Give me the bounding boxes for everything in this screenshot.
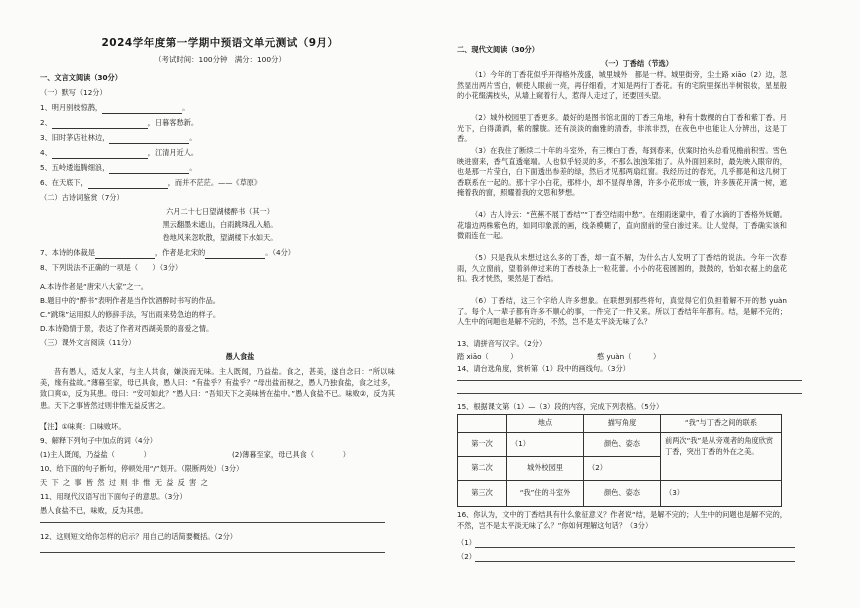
question-10: 10、给下面的句子断句，停顿处用“/”划开。（限断两处）（3分） xyxy=(40,464,244,473)
subsection-poem: （二）古诗词鉴赏（7分） xyxy=(40,193,124,202)
section-2-heading: 二、现代文阅读（30分） xyxy=(457,45,539,54)
dictation-text: 五岭逶迤腾细浪， xyxy=(51,163,110,172)
q7-text: ，作者是北宋的 xyxy=(154,248,206,257)
q-num: 3、 xyxy=(40,133,52,142)
q16-item-1: （1） xyxy=(457,538,476,547)
table-cell: 前两次“我”是从旁观者的角度欣赏丁香，突出丁香的外在之美。 xyxy=(661,433,782,481)
question-15: 15、根据课文第（1）—（3）段的内容，完成下列表格。（5分） xyxy=(457,402,664,411)
answer-blank[interactable] xyxy=(102,105,182,114)
answer-line[interactable] xyxy=(475,547,795,548)
dictation-text: 旧时茅店社林边， xyxy=(51,133,110,142)
article-title: （一）丁香结（节选） xyxy=(601,59,673,68)
table-cell: 城外校园里 xyxy=(507,457,584,481)
dictation-3 xyxy=(40,133,196,144)
annotation-note: 【注】①味爽：口味败坏。 xyxy=(40,422,126,431)
story-text: 昔有愚人，适友人家，与主人共食，嫌淡而无味。主人既闻，乃益盐。食之，甚美，遂自念曰：“所以味美，缘有盐故。”薄暮至家，母已具食，愚人曰：“有盐乎？有盐乎？”母出盐而视之，愚人乃独食盐，食之过多，致口爽①，反为其患。母曰：“安可如此？”愚人曰：“吾知天下之美味皆在盐中。”愚人食盐不已。味败②，反为其患。天下之事皆然过则非惟无益反害之。 xyxy=(40,367,395,410)
table-cell-answer[interactable]: （2） xyxy=(584,457,661,481)
question-16: 16、你认为，文中的丁香结具有什么象征意义？作者说“结，是解不完的；人生中的问题也是解不完的，不然，岂不是太平淡无味了么？”你如何理解这句话？（3分） xyxy=(457,510,787,530)
dictation-4 xyxy=(40,148,198,159)
subsection-classical: （三）课外文言阅读（11分） xyxy=(40,338,136,347)
q13-item-a[interactable]: 踏 xiāo（ ） xyxy=(457,352,518,361)
dictation-text: 。 xyxy=(189,133,197,142)
question-8: 8、下列说法不正确的一项是（ ）（3分） xyxy=(40,263,183,272)
table-header: 描写角度 xyxy=(584,415,661,433)
dictation-text: 明月别枝惊鹊， xyxy=(51,103,103,112)
q13-item-b[interactable]: 憨 yuàn（ ） xyxy=(597,352,661,361)
table-cell-answer[interactable]: （1） xyxy=(507,433,584,457)
question-12: 12、这则短文给你怎样的启示？用自己的话简要概括。（2分） xyxy=(40,532,237,541)
q-num: 1、 xyxy=(40,103,52,112)
q7-text: 。（4分） xyxy=(265,248,295,257)
question-14: 14、请台选角度，赏析第（1）段中的画线句。（3分） xyxy=(457,364,630,373)
option-c: C.“跳珠”运用拟人的修辞手法，写出雨来势急迫的样子。 xyxy=(40,310,221,319)
table-cell: 颜色、姿态 xyxy=(584,433,661,457)
table-header xyxy=(458,415,507,433)
table-cell: 第三次 xyxy=(458,481,507,507)
table-cell: 颜色、姿态 xyxy=(584,481,661,507)
poem-line-2: 卷地风来忽吹散，望湖楼下水如天。 xyxy=(162,233,278,242)
question-13: 13、请拼音写汉字。（2分） xyxy=(457,339,547,348)
table-cell: 第二次 xyxy=(458,457,507,481)
option-d: D.本诗隐情于景，表达了作者对西湖美景的喜爱之情。 xyxy=(40,324,214,333)
table-cell: 第一次 xyxy=(458,433,507,457)
left-column xyxy=(40,0,440,608)
table-row xyxy=(458,481,782,507)
dictation-2 xyxy=(40,118,198,129)
answer-line[interactable] xyxy=(457,380,802,381)
dictation-1 xyxy=(40,103,189,114)
answer-line[interactable] xyxy=(40,522,385,523)
q-num: 6、 xyxy=(40,178,52,187)
subsection-dictation: （一）默写（12分） xyxy=(40,88,107,97)
q9-item-1[interactable]: (1)主人既闻，乃益盐（ ） xyxy=(40,450,151,459)
paragraph-3: （3）在我住了断续二十年的斗室外，有三棵白丁香，每到春来，伏案时抬头总看见檐前积雪。雪色映进窗来，香气直透毫端。人也似乎轻灵的多，不那么浊浊笨拙了。从外面回来时，最先映入眼帘的，也是那一片莹白，白下面透出参差的绿，然后才见那两扇红窗。我经历过的春光，几乎都是和这几树丁香联系在一起的。那十字小白花，那样小，却不显得单薄，许多小花形成一簇，许多簇花开满一树，遮掩着我的窗，照耀着我的文思和梦想。 xyxy=(457,146,787,198)
q-num: 5、 xyxy=(40,163,52,172)
answer-blank[interactable] xyxy=(52,150,148,159)
poem-line-1: 黑云翻墨未遮山，白雨跳珠乱入船。 xyxy=(162,220,278,229)
paragraph-2: （2）城外校园里丁香更多。最好的是图书馆北面的丁香三角地，种有十数棵的白丁香和紫丁香。月光下，白得潇洒，紫的朦胧。还有淡淡的幽雅的清香，非浓非烈，在夜色中也能让人分辨出，这是丁香。 xyxy=(457,113,787,144)
q9-item-2[interactable]: (2)薄暮至家，母已具食（ ） xyxy=(232,450,350,459)
dictation-text: 。 xyxy=(189,163,197,172)
exam-subtitle: （考试时间：100分钟 满分：100分） xyxy=(154,55,286,64)
q-num: 2、 xyxy=(40,118,52,127)
dictation-5 xyxy=(40,163,196,174)
table-row xyxy=(458,433,782,457)
dictation-text: ，江清月近人。 xyxy=(147,148,199,157)
table-header: “我”与丁香之间的联系 xyxy=(661,415,782,433)
table-header-row xyxy=(458,415,782,433)
answer-blank[interactable] xyxy=(52,120,148,129)
dictation-6 xyxy=(40,178,261,189)
answer-blank[interactable] xyxy=(95,250,155,259)
poem-title: 六月二十七日望湖楼醉书（其一） xyxy=(166,207,274,216)
answer-line[interactable] xyxy=(40,552,385,553)
table-header: 地点 xyxy=(507,415,584,433)
answer-table xyxy=(457,414,782,507)
dictation-text: 在天底下， xyxy=(51,178,88,187)
story-title: 愚人食盐 xyxy=(225,352,255,361)
right-column xyxy=(457,0,827,608)
question-7 xyxy=(40,248,295,259)
option-b: B.题目中的“醉书”表明作者是当作饮酒醉时书写的作品。 xyxy=(40,296,220,305)
q10-sentence[interactable]: 天 下 之 事 皆 然 过 则 非 惟 无 益 反 害 之 xyxy=(40,478,209,487)
q7-text: 7、本诗的体裁是 xyxy=(40,248,95,257)
answer-blank[interactable] xyxy=(88,180,168,189)
answer-blank[interactable] xyxy=(109,135,189,144)
paragraph-1: （1）今年的丁香花似乎开得格外茂盛，城里城外 都是一样。城里街旁，尘土路 xiāo（2）边，忽然显出两片雪白，顿使人眼前一亮，再仔细看，才知是两行丁香花。有的宅院里探出半树银妆，星星般的小花缀满枝头，从墙上窥着行人，惹得人走过了，还要回头望。 xyxy=(457,70,787,101)
q-num: 4、 xyxy=(40,148,52,157)
exam-title: 2024学年度第一学期中预语文单元测试（9月） xyxy=(101,37,339,49)
answer-line[interactable] xyxy=(475,561,795,562)
section-1-heading: 一、文言文阅读（30分） xyxy=(40,73,122,82)
option-a: A.本诗作者是“唐宋八大家”之一。 xyxy=(40,282,148,291)
q16-item-2: （2） xyxy=(457,552,476,561)
dictation-text: ，而并不茫茫。——《草原》 xyxy=(167,178,262,187)
paragraph-5: （5）只是我从未想过这么多的丁香，却一直不解，为什么古人发明了丁香结的说法。今年一次春雨，久立窗前，望着斜伸过来的丁香枝条上一粒花蕾。小小的花苞圆圆的，鼓鼓的，恰如衣裾上的盘花扣。我才恍然，果然是丁香结。 xyxy=(457,253,787,284)
dictation-text: ，日暮客愁新。 xyxy=(147,118,199,127)
paragraph-6: （6）丁香结，这三个字给人许多想象。在联想到那些将句，真觉得它们负担着解不开的愁 yuàn了。每个人一辈子都有许多不顺心的事，一件完了一件又来。所以丁香结年年都有。结，是解不完的；人生中的问题也是解不完的，不然，岂不是太平淡无味了么？ xyxy=(457,296,787,327)
table-cell: “我”住的斗室外 xyxy=(507,481,584,507)
question-11: 11、用现代汉语写出下面句子的意思。（3分） xyxy=(40,492,187,501)
question-9: 9、解释下列句子中加点的词（4分） xyxy=(40,436,157,445)
answer-blank[interactable] xyxy=(109,165,189,174)
answer-blank[interactable] xyxy=(205,250,265,259)
table-cell-answer[interactable]: （3） xyxy=(661,481,782,507)
q11-sentence: 愚人食盐不已，味败，反为其患。 xyxy=(40,506,148,515)
paragraph-4: （4）古人诗云：“芭蕉不展丁香结”“丁香空结雨中愁”。在细雨迷蒙中，看了水滴的丁香格外妩媚。花墙边两株紫色的，如同印象派的画，线条模糊了，直向窗前的莹白渗过来。让人觉得，丁香确实该和微雨连在一起。 xyxy=(457,210,787,241)
answer-line[interactable] xyxy=(457,393,802,394)
dictation-text: 。 xyxy=(182,103,190,112)
